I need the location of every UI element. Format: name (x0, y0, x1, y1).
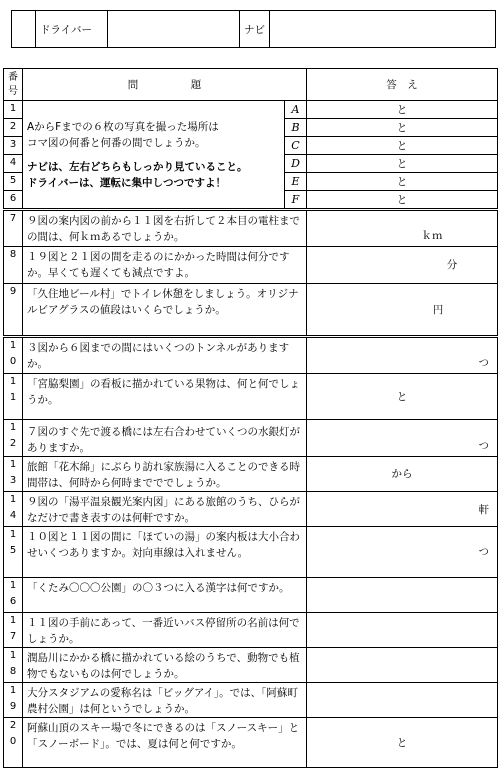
answer-field[interactable] (307, 613, 498, 648)
answer-field-a[interactable]: と (307, 101, 498, 119)
letter-b: B (285, 119, 307, 137)
table-row (4, 247, 498, 284)
answer-field[interactable] (307, 683, 498, 718)
answer-field-d[interactable]: と (307, 155, 498, 173)
table-row (4, 337, 498, 374)
question-text: ９図の案内図の前から１１図を右折して２本目の電柱までの間は、何ｋｍあるでしょうか。 (23, 210, 307, 247)
row-number: 2 (4, 119, 23, 137)
table-row (4, 527, 498, 578)
row-number: 1 3 (4, 457, 23, 492)
table-row (4, 210, 498, 247)
question-text: ７図のすぐ先で渡る橋には左右合わせていくつの水銀灯がありますか。 (23, 420, 307, 457)
row-number: 7 (4, 210, 23, 247)
driver-label: ドライバー (36, 11, 108, 47)
question-text: 「久住地ビール村」でトイレ休憩をしましょう。オリジナルビアグラスの値段はいくらでしょうか。 (23, 284, 307, 337)
navi-label: ナビ (240, 11, 270, 47)
table-row (4, 420, 498, 457)
question-text: 「くたみ〇〇〇公園」の〇３つに入る漢字は何ですか。 (23, 578, 307, 613)
driver-name-field[interactable] (108, 11, 240, 47)
row-number: 8 (4, 247, 23, 284)
answer-unit: ｋｍ (421, 230, 443, 242)
answer-unit: つ (478, 357, 489, 369)
table-row (4, 492, 498, 527)
answer-field[interactable] (307, 247, 498, 284)
answer-field[interactable] (307, 284, 498, 337)
table-row (4, 718, 498, 768)
row-number: 1 4 (4, 492, 23, 527)
answer-field-e[interactable]: と (307, 173, 498, 191)
block1-bold-line2: ドライバーは、運転に集中しつつですよ！ (27, 176, 226, 189)
row-number: 4 (4, 155, 23, 173)
answer-field[interactable] (307, 457, 498, 492)
row-number: 1 (4, 101, 23, 119)
letter-c: C (285, 137, 307, 155)
navi-name-field[interactable] (270, 11, 495, 47)
question-text: ３図から６図までの間にはいくつのトンネルがありますか。 (23, 337, 307, 374)
answer-unit: と (396, 736, 408, 749)
row-number: 1 7 (4, 613, 23, 648)
block1-bold-line1: ナビは、左右どちらもしっかり見ていること。 (27, 160, 248, 173)
answer-field[interactable] (307, 718, 498, 768)
table-row (4, 457, 498, 492)
answer-field[interactable] (307, 492, 498, 527)
question-text: 潤島川にかかる橋に描かれている絵のうちで、動物でも植物でもないものは何でしょうか。 (23, 648, 307, 683)
answer-field-b[interactable]: と (307, 119, 498, 137)
row-number: 2 0 (4, 718, 23, 768)
answer-unit: つ (478, 440, 489, 452)
row-number: 1 1 (4, 374, 23, 420)
table-row (4, 683, 498, 718)
block1-question-line2: コマ図の何番と何番の間でしょうか。 (27, 136, 206, 149)
answer-unit: から (391, 468, 413, 480)
answer-field[interactable] (307, 648, 498, 683)
row-number: 3 (4, 137, 23, 155)
question-text: 旅館「花木綿」にぶらり訪れ家族湯に入ることのできる時間帯は、何時から何時までででしょうか。 (23, 457, 307, 492)
answer-field[interactable] (307, 374, 498, 420)
question-text: 大分スタジアムの愛称名は「ビッグアイ」。では、「阿蘇町農村公園」は何というでしょうか。 (23, 683, 307, 718)
answer-unit: と (396, 390, 408, 403)
answer-unit: 円 (432, 303, 444, 316)
answer-field[interactable] (307, 578, 498, 613)
table-row (4, 648, 498, 683)
row-number: 1 0 (4, 337, 23, 374)
row-number: 1 5 (4, 527, 23, 578)
table-row (4, 613, 498, 648)
letter-a: A (285, 101, 307, 119)
table-row (4, 284, 498, 337)
question-text: 「宮脇梨園」の看板に描かれている果物は、何と何でしょうか。 (23, 374, 307, 420)
number-header-label: 番号 (8, 71, 18, 97)
answer-field[interactable] (307, 527, 498, 578)
table-row (4, 374, 498, 420)
answer-field[interactable] (307, 210, 498, 247)
block1-question (23, 101, 285, 210)
table-row (4, 101, 498, 119)
question-text: １０図と１１図の間に「ほていの湯」の案内板は大小合わせいくつありますか。対向車線は入れません。 (23, 527, 307, 578)
question-text: １９図と２１図の間を走るのにかかった時間は何分ですか。早くても遅くても減点ですよ。 (23, 247, 307, 284)
driver-navi-header (11, 10, 496, 48)
row-number: 1 8 (4, 648, 23, 683)
answer-unit: 軒 (478, 504, 489, 516)
block1-question-line1: AからFまでの６枚の写真を撮った場所は (27, 120, 219, 133)
answer-unit: 分 (446, 259, 458, 271)
answer-field[interactable] (307, 337, 498, 374)
answer-header: 答 え (307, 69, 498, 101)
row-number: 6 (4, 191, 23, 210)
answer-unit: つ (478, 546, 489, 558)
row-number: 1 6 (4, 578, 23, 613)
quiz-table (3, 68, 498, 768)
letter-d: D (285, 155, 307, 173)
letter-e: E (285, 173, 307, 191)
table-header-row (4, 69, 498, 101)
row-number: 1 2 (4, 420, 23, 457)
answer-field-c[interactable]: と (307, 137, 498, 155)
letter-f: F (285, 191, 307, 210)
question-header: 問 題 (23, 69, 307, 101)
question-text: 阿蘇山頂のスキー場で冬にできるのは「スノースキー」と「スノーボード」。では、夏は何と何ですか。 (23, 718, 307, 768)
header-blank-cell (12, 11, 36, 47)
row-number: 5 (4, 173, 23, 191)
answer-field[interactable] (307, 420, 498, 457)
row-number: 9 (4, 284, 23, 337)
question-text: １１図の手前にあって、一番近いバス停留所の名前は何でしょうか。 (23, 613, 307, 648)
table-row (4, 578, 498, 613)
question-text: ９図の「湯平温泉観光案内図」にある旅館のうち、ひらがなだけで書き表すのは何軒ですか。 (23, 492, 307, 527)
number-header (4, 69, 23, 101)
row-number: 1 9 (4, 683, 23, 718)
answer-field-f[interactable]: と (307, 191, 498, 210)
